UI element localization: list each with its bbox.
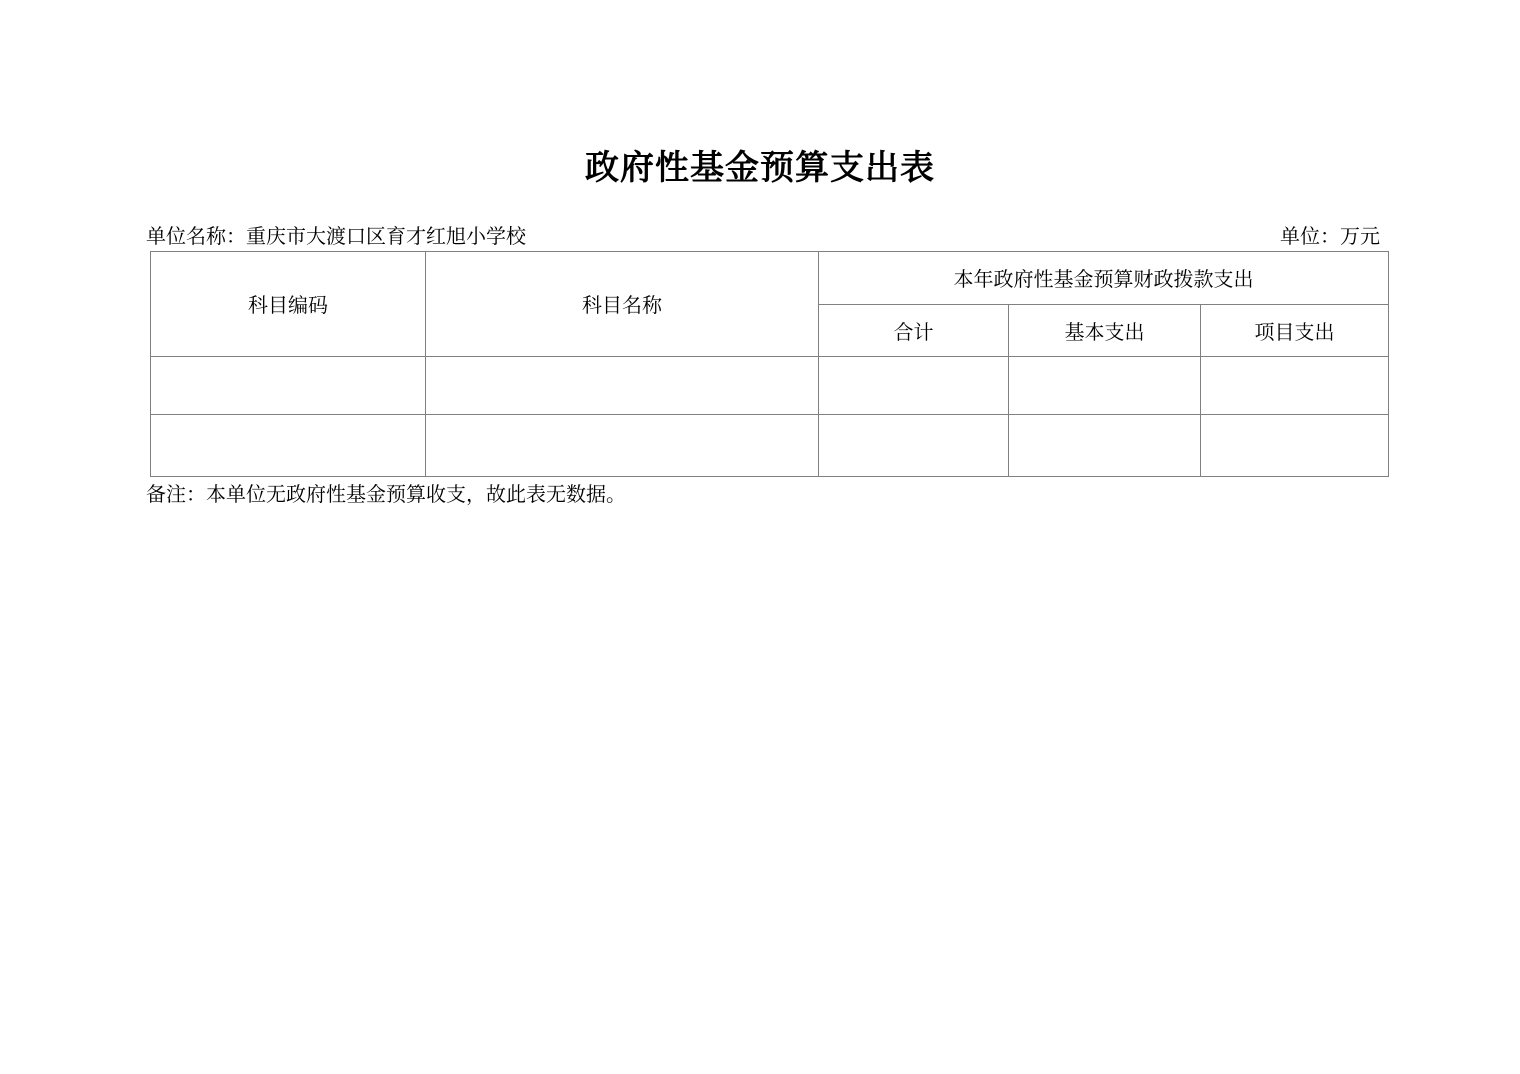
table-cell bbox=[151, 356, 426, 414]
header-total: 合计 bbox=[819, 304, 1009, 356]
header-row-1 bbox=[151, 251, 1389, 304]
header-basic-expenditure: 基本支出 bbox=[1009, 304, 1201, 356]
table-cell bbox=[1009, 356, 1201, 414]
note-text: 备注：本单位无政府性基金预算收支，故此表无数据。 bbox=[146, 483, 626, 506]
header-subject-code: 科目编码 bbox=[151, 251, 426, 356]
table-cell bbox=[1009, 414, 1201, 476]
table-cell bbox=[426, 356, 819, 414]
table-cell bbox=[1201, 414, 1389, 476]
meta-row bbox=[146, 225, 1388, 249]
header-project-expenditure: 项目支出 bbox=[1201, 304, 1389, 356]
table-row bbox=[151, 414, 1389, 476]
table-cell bbox=[819, 414, 1009, 476]
table-cell bbox=[819, 356, 1009, 414]
table-row bbox=[151, 356, 1389, 414]
budget-table bbox=[150, 251, 1389, 477]
unit-name-label: 单位名称：重庆市大渡口区育才红旭小学校 bbox=[146, 225, 526, 248]
header-subject-name: 科目名称 bbox=[426, 251, 819, 356]
unit-measure-label: 单位：万元 bbox=[1280, 225, 1380, 248]
page-title: 政府性基金预算支出表 bbox=[585, 149, 935, 187]
header-group-fund-expenditure: 本年政府性基金预算财政拨款支出 bbox=[819, 251, 1389, 304]
table-cell bbox=[1201, 356, 1389, 414]
table-cell bbox=[151, 414, 426, 476]
table-cell bbox=[426, 414, 819, 476]
